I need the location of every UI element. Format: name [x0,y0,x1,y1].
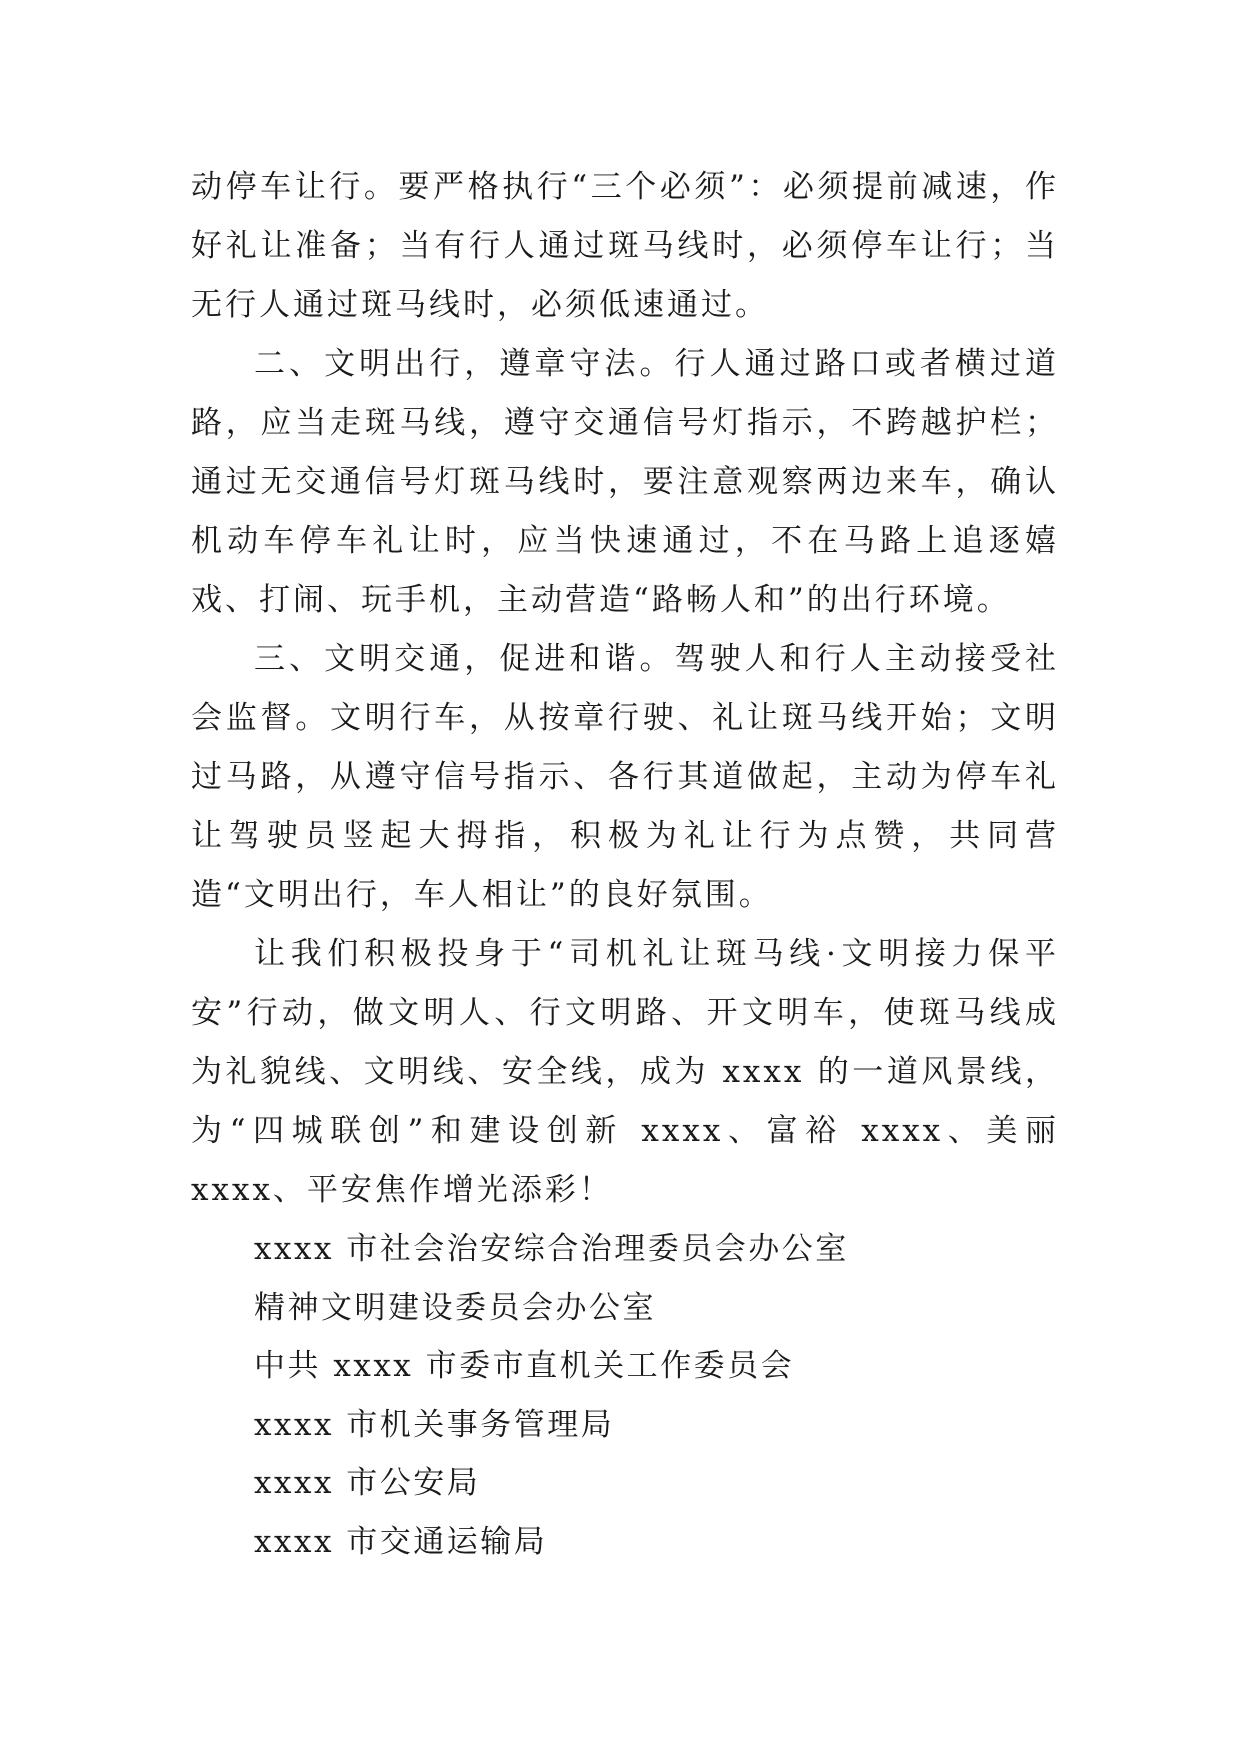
signature-line: 精神文明建设委员会办公室 [254,1289,656,1326]
signature-block [191,1220,1059,1571]
signature-line: 中共 xxxx 市委市直机关工作委员会 [254,1348,795,1384]
signature-line: xxxx 市公安局 [254,1465,481,1501]
document-body [191,158,1059,1571]
paragraph-continuation: 动停车让行。要严格执行“三个必须”：必须提前减速，作好礼让准备；当有行人通过斑马线时，必须停车让行；当无行人通过斑马线时，必须低速通过。 [191,169,1059,323]
signature-line: xxxx 市机关事务管理局 [254,1406,615,1443]
paragraph-civilized-traffic: 三、文明交通，促进和谐。驾驶人和行人主动接受社会监督。文明行车，从按章行驶、礼让斑马线开始；文明过马路，从遵守信号指示、各行其道做起，主动为停车礼让驾驶员竖起大拇指，积极为礼让行为点赞，共同营造“文明出行，车人相让”的良好氛围。 [191,641,1059,913]
signature-line: xxxx 市社会治安综合治理委员会办公室 [254,1231,849,1267]
paragraph-call-to-action: 让我们积极投身于“司机礼让斑马线·文明接力保平安”行动，做文明人、行文明路、开文明车，使斑马线成为礼貌线、文明线、安全线，成为 xxxx 的一道风景线，为“四城联创”和建设创新 xxxx、富裕 xxxx、美丽 xxxx、平安焦作增光添彩！ [191,936,1059,1208]
paragraph-civilized-travel: 二、文明出行，遵章守法。行人通过路口或者横过道路，应当走斑马线，遵守交通信号灯指示，不跨越护栏；通过无交通信号灯斑马线时，要注意观察两边来车，确认机动车停车礼让时，应当快速通过，不在马路上追逐嬉戏、打闹、玩手机，主动营造“路畅人和”的出行环境。 [191,346,1059,618]
signature-line: xxxx 市交通运输局 [254,1523,548,1560]
